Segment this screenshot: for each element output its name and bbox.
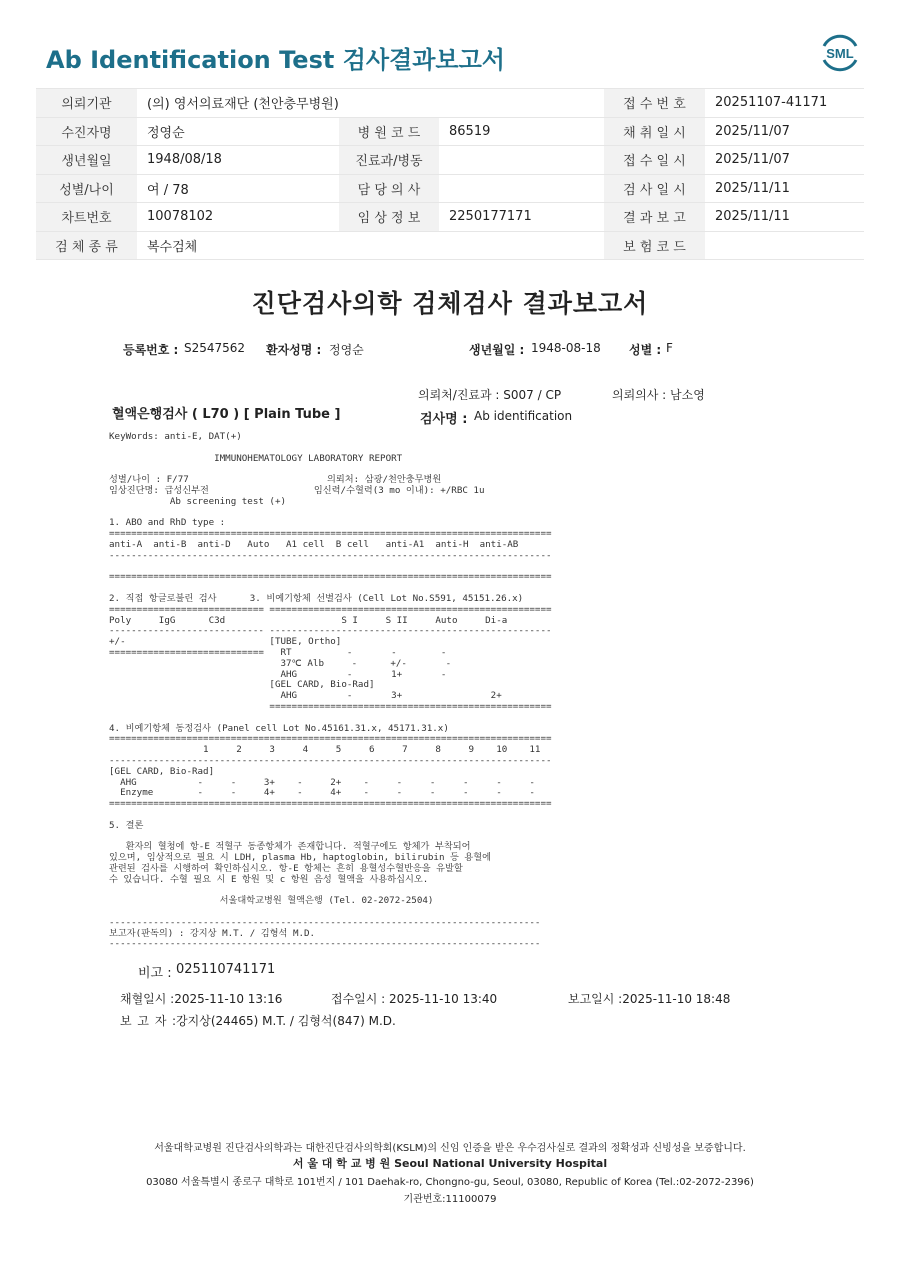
reg-label: 등록번호 : — [123, 343, 179, 357]
info-value — [439, 146, 604, 175]
info-row — [36, 117, 864, 146]
footer-hospital-name: 서 울 대 학 교 병 원 Seoul National University Hospital — [292, 1157, 608, 1170]
report-datetime: 보고일시 :2025-11-10 18:48 — [568, 992, 731, 1006]
patient-label: 환자성명 : — [266, 343, 322, 357]
test-name-value: Ab identification — [474, 409, 573, 423]
receive-datetime: 접수일시 : 2025-11-10 13:40 — [331, 992, 498, 1006]
logo-text: SML — [826, 46, 854, 61]
info-label: 채 취 일 시 — [604, 117, 705, 146]
info-value: 86519 — [439, 117, 604, 146]
info-label: 임 상 정 보 — [339, 203, 439, 232]
info-row — [36, 174, 864, 203]
sml-logo-icon — [818, 30, 862, 74]
info-value: 10078102 — [137, 203, 339, 232]
info-value: 2025/11/07 — [705, 117, 864, 146]
info-row — [36, 231, 864, 260]
reporter-label: 보 고 자 — [120, 1014, 168, 1028]
footer-institution-number: 기관번호:11100079 — [403, 1194, 497, 1205]
info-value: 2025/11/11 — [705, 203, 864, 232]
remark-value: 025110741171 — [176, 962, 276, 977]
lab-report-text: KeyWords: anti-E, DAT(+) IMMUNOHEMATOLOGY LABORATORY REPORT 성별/나이 : F/77 의뢰처: 삼광/천안충무병원 임상진단명: 급성신부전 임신력/수혈력(3 mo 이내): +/RBC 1u Ab screening test (+) 1. ABO and RhD type : ================================================================================ anti-A anti-B anti-D Auto A1 cell B cell anti-A1 anti-H anti-AB -------------------------------------------------------------------------------- ================================================================================ 2. 직접 항글로불린 검사 3. 비예기항체 선별검사 (Cell Lot No.S591, 45151.26.x) ============================ =================================================== Poly IgG C3d S I S II Auto Di-a ---------------------------- --------------------------------------------------- +/- [TUBE, Ortho] ============================ RT - - - 37℃ Alb - +/- - AHG - 1+ - [GEL CARD, Bio-Rad] AHG - 3+ 2+ =================================================== 4. 비예기항체 동정검사 (Panel cell Lot No.45161.31.x, 45171.31.x) ================================================================================ 1 2 3 4 5 6 7 8 9 10 11 -------------------------------------------------------------------------------- [GEL CARD, Bio-Rad] AHG - - 3+ - 2+ - - - - - - Enzyme - - 4+ - 4+ - - - - - - ================================================================================ 5. 결론 환자의 혈청에 항-E 적혈구 동종항체가 존재합니다. 적혈구에도 항체가 부착되어 있으며, 임상적으로 필요 시 LDH, plasma Hb, haptoglobin, bilirubin 등 용혈에 관련된 검사를 시행하여 확인하십시오. 항-E 항체는 흔히 용혈성수혈반응을 유발할 수 있습니다. 수혈 필요 시 E 항원 및 c 항원 음성 혈액을 사용하십시오. 서울대학교병원 혈액은행 (Tel. 02-2072-2504) ------------------------------------------------------------------------------ 보고자(판독의) : 강지상 M.T. / 김형석 M.D. ------------------------------------------------------------------------------ — [109, 431, 552, 950]
info-row — [36, 203, 864, 232]
info-value — [439, 174, 604, 203]
info-label: 수진자명 — [36, 117, 137, 146]
info-label: 접 수 번 호 — [604, 89, 705, 118]
blood-bank-title: 혈액은행검사 ( L70 ) [ Plain Tube ] — [112, 407, 341, 422]
reg-value: S2547562 — [184, 341, 246, 355]
info-label: 성별/나이 — [36, 174, 137, 203]
info-row — [36, 146, 864, 175]
info-value: 20251107-41171 — [705, 89, 864, 118]
info-label: 접 수 일 시 — [604, 146, 705, 175]
info-value: 정영순 — [137, 117, 339, 146]
collect-datetime: 채혈일시 :2025-11-10 13:16 — [120, 992, 283, 1006]
info-value: (의) 영서의료재단 (천안충무병원) — [137, 89, 604, 118]
report-header-title: Ab Identification Test 검사결과보고서 — [46, 46, 505, 74]
info-value: 1948/08/18 — [137, 146, 339, 175]
info-value — [705, 231, 864, 260]
dob-label: 생년월일 : — [469, 343, 525, 357]
info-value: 2025/11/11 — [705, 174, 864, 203]
info-label: 보 험 코 드 — [604, 231, 705, 260]
dept-text: 의뢰처/진료과 : S007 / CP — [418, 388, 562, 402]
info-label: 의뢰기관 — [36, 89, 137, 118]
info-label: 담 당 의 사 — [339, 174, 439, 203]
info-value: 복수검체 — [137, 231, 604, 260]
info-row — [36, 89, 864, 118]
info-label: 생년월일 — [36, 146, 137, 175]
patient-info-table — [36, 88, 864, 260]
patient-value: 정영순 — [329, 343, 364, 357]
report-title: 진단검사의학 검체검사 결과보고서 — [251, 289, 649, 318]
sex-label: 성별 : — [629, 343, 662, 357]
info-label: 병 원 코 드 — [339, 117, 439, 146]
info-label: 검 사 일 시 — [604, 174, 705, 203]
reporter-value: :강지상(24465) M.T. / 김형석(847) M.D. — [172, 1014, 396, 1028]
footer-certification: 서울대학교병원 진단검사의학과는 대한진단검사의학회(KSLM)의 신임 인증을 받은 우수검사실로 결과의 정확성과 신빙성을 보증합니다. — [154, 1143, 746, 1154]
footer-address: 03080 서울특별시 종로구 대학로 101번지 / 101 Daehak-ro, Chongno-gu, Seoul, 03080, Republic of Korea (Tel.:02-2072-2396) — [146, 1177, 754, 1188]
info-value: 2025/11/07 — [705, 146, 864, 175]
sex-value: F — [666, 341, 673, 355]
info-label: 진료과/병동 — [339, 146, 439, 175]
info-label: 차트번호 — [36, 203, 137, 232]
info-value: 2250177171 — [439, 203, 604, 232]
dob-value: 1948-08-18 — [531, 341, 601, 355]
test-name-label: 검사명 : — [420, 412, 468, 427]
remark-label: 비고 : — [138, 966, 172, 981]
info-label: 결 과 보 고 — [604, 203, 705, 232]
info-value: 여 / 78 — [137, 174, 339, 203]
info-label: 검 체 종 류 — [36, 231, 137, 260]
doctor-text: 의뢰의사 : 남소영 — [612, 388, 705, 402]
